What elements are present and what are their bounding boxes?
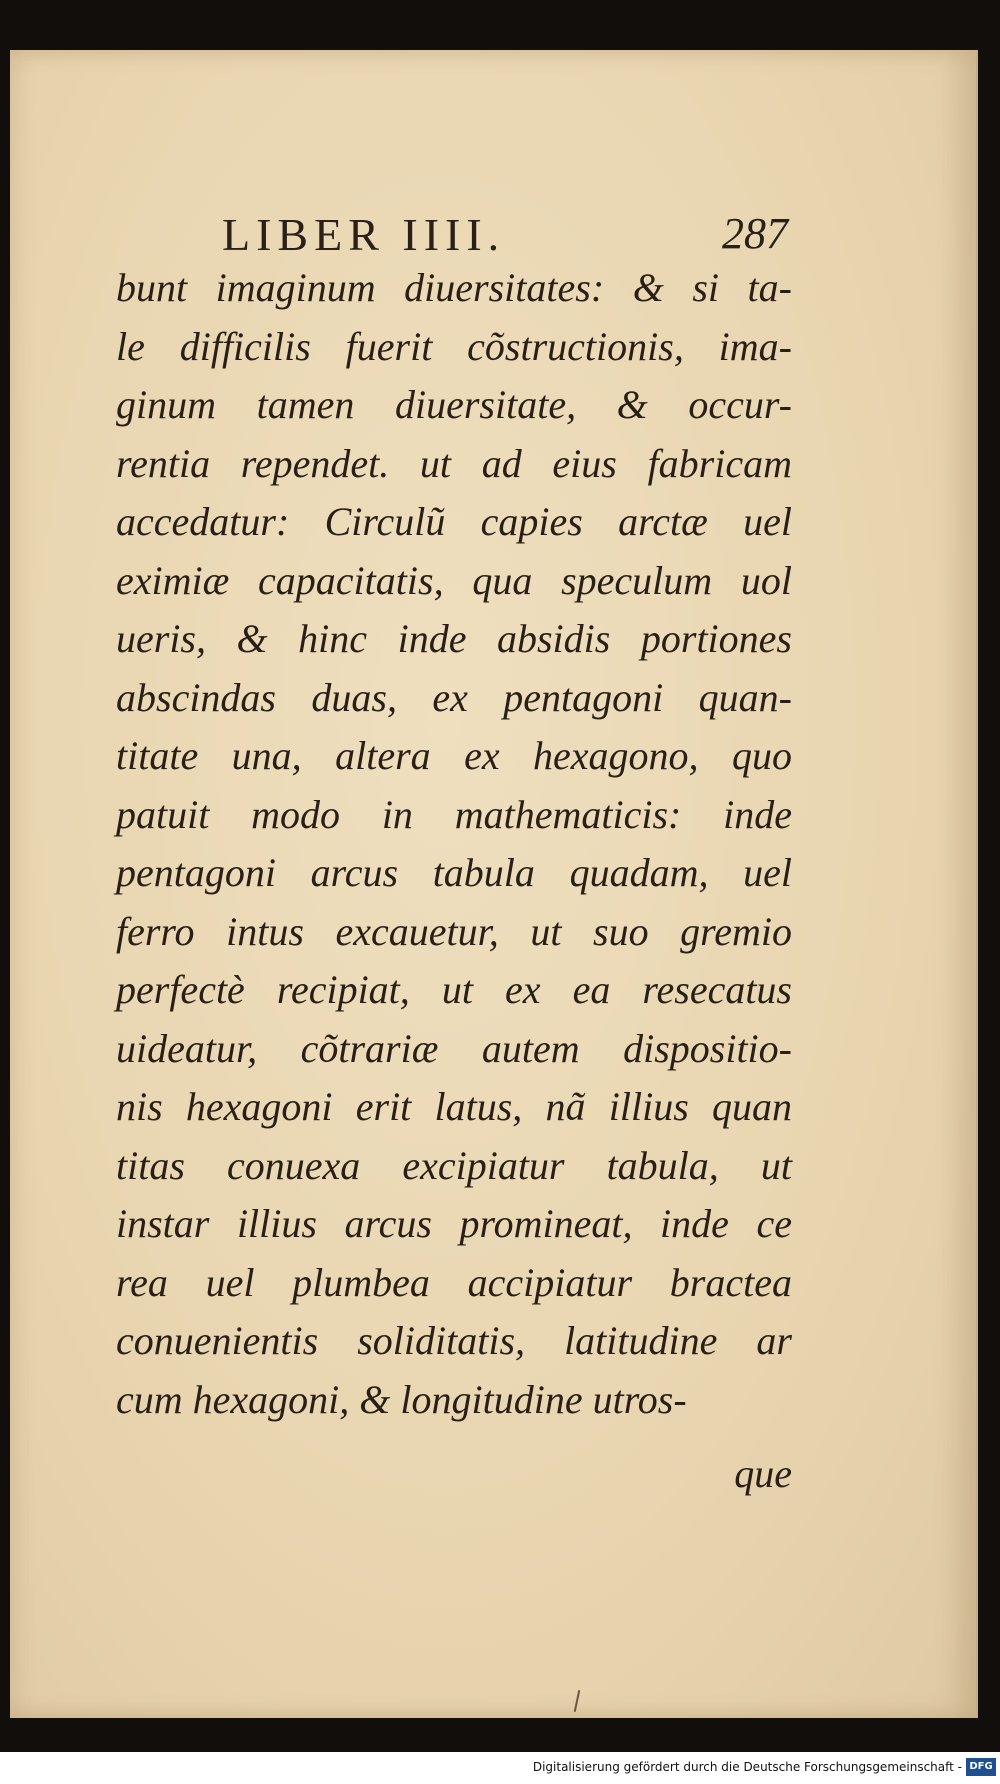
book-page xyxy=(10,50,978,1718)
text-line: ferro intus excauetur, ut suo gremio xyxy=(116,908,792,954)
ink-mark xyxy=(574,1690,581,1712)
running-head xyxy=(110,208,790,258)
text-line: pentagoni arcus tabula quadam, uel xyxy=(116,850,792,895)
text-block xyxy=(116,259,792,1429)
running-title: LIBER IIII. xyxy=(222,209,506,260)
text-line: abscindas duas, ex pentagoni quan- xyxy=(116,674,792,720)
text-line: eximiæ capacitatis, qua speculum uol xyxy=(116,557,792,603)
text-line: conuenientis soliditatis, latitudine ar xyxy=(116,1318,792,1363)
text-line: rea uel plumbea accipiatur bractea xyxy=(116,1259,792,1305)
text-line: titas conuexa excipiatur tabula, ut xyxy=(116,1142,792,1188)
dfg-logo-icon: DFG xyxy=(966,1758,996,1776)
text-line: titate una, altera ex hexagono, quo xyxy=(116,733,792,778)
digitization-credit: Digitalisierung gefördert durch die Deutsche Forschungsgemeinschaft - xyxy=(532,1760,962,1774)
text-line: bunt imaginum diuersitates: & si ta- xyxy=(116,265,792,310)
text-line: cum hexagoni, & longitudine utros- xyxy=(116,1376,687,1422)
text-line: patuit modo in mathematicis: inde xyxy=(116,791,792,837)
text-line: le difficilis fuerit cõstructionis, ima- xyxy=(116,323,792,369)
text-line: ginum tamen diuersitate, & occur- xyxy=(116,382,792,427)
catchword: que xyxy=(734,1451,792,1496)
text-line: accedatur: Circulũ capies arctæ uel xyxy=(116,499,792,544)
text-line: instar illius arcus promineat, inde ce xyxy=(116,1201,792,1246)
text-line: nis hexagoni erit latus, nã illius quan xyxy=(116,1084,792,1129)
text-line: rentia rependet. ut ad eius fabricam xyxy=(116,440,792,486)
text-line: perfectè recipiat, ut ex ea resecatus xyxy=(116,967,792,1012)
text-line: uideatur, cõtrariæ autem dispositio- xyxy=(116,1025,792,1071)
page-number: 287 xyxy=(722,209,788,258)
footer-bar xyxy=(0,1752,1000,1784)
text-line: ueris, & hinc inde absidis portiones xyxy=(116,616,792,661)
